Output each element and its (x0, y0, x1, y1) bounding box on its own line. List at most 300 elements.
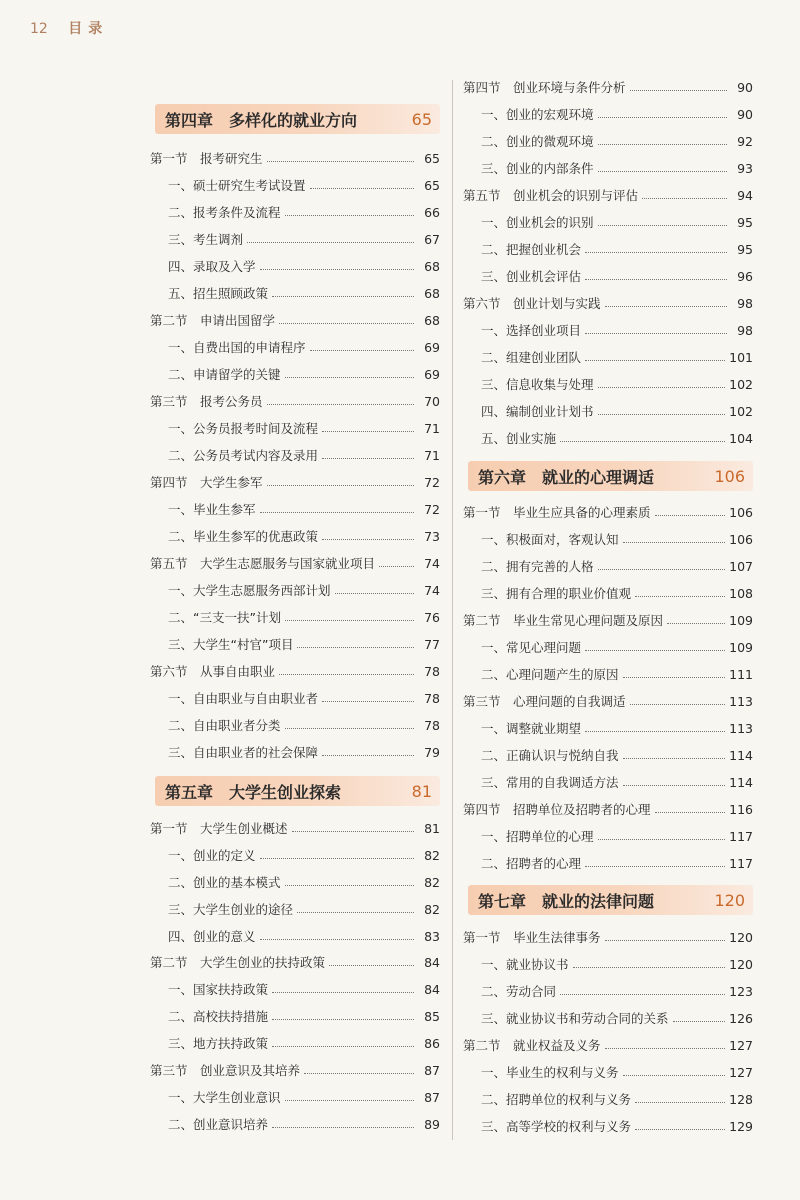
entry-title: 二、“三支一扶”计划 (168, 610, 281, 625)
entry-page-number: 84 (424, 954, 440, 970)
entry-page-number: 89 (424, 1116, 440, 1132)
toc-subsection-entry (150, 525, 440, 547)
entry-title: 三、地方扶持政策 (168, 1036, 269, 1051)
chapter-heading (468, 885, 753, 915)
toc-subsection-entry (463, 319, 753, 341)
toc-subsection-entry (150, 363, 440, 385)
toc-subsection-entry (463, 265, 753, 287)
toc-subsection-entry (463, 346, 753, 368)
chapter-page-number: 65 (411, 109, 432, 129)
entry-title: 三、大学生创业的途径 (168, 902, 294, 917)
entry-title: 二、组建创业团队 (481, 350, 582, 365)
entry-page-number: 74 (424, 555, 440, 571)
dot-leader (598, 225, 727, 226)
entry-title: 一、创业的宏观环境 (481, 107, 594, 122)
toc-subsection-entry (150, 978, 440, 1000)
entry-page-number: 87 (424, 1089, 440, 1105)
column-divider (452, 80, 453, 1140)
dot-leader (605, 1048, 726, 1049)
toc-subsection-entry (150, 579, 440, 601)
entry-title: 三、就业协议书和劳动合同的关系 (481, 1011, 669, 1026)
toc-section-entry (463, 926, 753, 948)
entry-title: 三、考生调剂 (168, 232, 244, 247)
dot-leader (267, 404, 414, 405)
dot-leader (598, 839, 726, 840)
dot-leader (267, 485, 414, 486)
entry-page-number: 129 (729, 1118, 753, 1134)
entry-title: 一、创业的定义 (168, 848, 256, 863)
entry-page-number: 78 (424, 690, 440, 706)
toc-subsection-entry (463, 1115, 753, 1137)
entry-page-number: 101 (729, 349, 753, 365)
entry-title: 一、常见心理问题 (481, 640, 582, 655)
dot-leader (322, 431, 414, 432)
entry-title: 第三节 报考公务员 (150, 394, 263, 409)
toc-subsection-entry (150, 898, 440, 920)
entry-page-number: 106 (729, 531, 753, 547)
entry-title: 第四节 创业环境与条件分析 (463, 80, 626, 95)
toc-section-entry (463, 76, 753, 98)
toc-subsection-entry (463, 717, 753, 739)
entry-title: 第四节 招聘单位及招聘者的心理 (463, 802, 651, 817)
toc-subsection-entry (150, 282, 440, 304)
dot-leader (623, 785, 726, 786)
entry-page-number: 65 (424, 150, 440, 166)
toc-subsection-entry (463, 157, 753, 179)
entry-page-number: 85 (424, 1008, 440, 1024)
entry-page-number: 126 (729, 1010, 753, 1026)
entry-page-number: 68 (424, 258, 440, 274)
dot-leader (635, 1129, 725, 1130)
entry-title: 第二节 毕业生常见心理问题及原因 (463, 613, 664, 628)
entry-title: 第六节 从事自由职业 (150, 664, 276, 679)
entry-page-number: 94 (737, 187, 753, 203)
chapter-title: 第四章 多样化的就业方向 (165, 110, 358, 130)
entry-page-number: 73 (424, 528, 440, 544)
dot-leader (285, 728, 414, 729)
toc-subsection-entry (463, 1007, 753, 1029)
dot-leader (379, 566, 414, 567)
dot-leader (322, 458, 414, 459)
toc-subsection-entry (150, 606, 440, 628)
entry-title: 二、自由职业者分类 (168, 718, 281, 733)
dot-leader (585, 279, 727, 280)
entry-page-number: 111 (729, 666, 753, 682)
entry-title: 二、正确认识与悦纳自我 (481, 748, 619, 763)
chapter-page-number: 106 (714, 466, 745, 486)
toc-subsection-entry (463, 103, 753, 125)
entry-title: 二、拥有完善的人格 (481, 559, 594, 574)
dot-leader (605, 940, 726, 941)
entry-title: 一、毕业生参军 (168, 502, 256, 517)
toc-subsection-entry (463, 130, 753, 152)
entry-page-number: 90 (737, 79, 753, 95)
dot-leader (598, 387, 726, 388)
toc-section-entry (150, 817, 440, 839)
toc-subsection-entry (150, 1086, 440, 1108)
entry-title: 二、报考条件及流程 (168, 205, 281, 220)
toc-subsection-entry (463, 825, 753, 847)
toc-subsection-entry (150, 741, 440, 763)
entry-title: 二、毕业生参军的优惠政策 (168, 529, 319, 544)
toc-subsection-entry (150, 925, 440, 947)
dot-leader (655, 812, 726, 813)
toc-section-entry (463, 798, 753, 820)
dot-leader (322, 539, 414, 540)
entry-title: 第六节 创业计划与实践 (463, 296, 601, 311)
toc-subsection-entry (150, 687, 440, 709)
entry-page-number: 70 (424, 393, 440, 409)
entry-title: 第四节 大学生参军 (150, 475, 263, 490)
dot-leader (285, 377, 414, 378)
entry-title: 一、硕士研究生考试设置 (168, 178, 306, 193)
entry-page-number: 102 (729, 376, 753, 392)
dot-leader (573, 967, 726, 968)
entry-page-number: 67 (424, 231, 440, 247)
dot-leader (267, 161, 414, 162)
toc-subsection-entry (463, 636, 753, 658)
entry-title: 第一节 毕业生应具备的心理素质 (463, 505, 651, 520)
dot-leader (247, 242, 414, 243)
dot-leader (667, 623, 725, 624)
toc-subsection-entry (150, 714, 440, 736)
entry-page-number: 120 (729, 929, 753, 945)
entry-title: 第五节 大学生志愿服务与国家就业项目 (150, 556, 376, 571)
chapter-heading (155, 104, 440, 134)
entry-title: 一、就业协议书 (481, 957, 569, 972)
entry-page-number: 68 (424, 312, 440, 328)
entry-title: 三、拥有合理的职业价值观 (481, 586, 632, 601)
entry-title: 第一节 大学生创业概述 (150, 821, 288, 836)
entry-page-number: 69 (424, 366, 440, 382)
entry-page-number: 77 (424, 636, 440, 652)
toc-subsection-entry (150, 417, 440, 439)
chapter-page-number: 81 (411, 781, 432, 801)
toc-subsection-entry (150, 228, 440, 250)
entry-page-number: 109 (729, 612, 753, 628)
entry-title: 五、创业实施 (481, 431, 557, 446)
entry-page-number: 78 (424, 663, 440, 679)
toc-section-entry (150, 552, 440, 574)
toc-subsection-entry (463, 427, 753, 449)
entry-title: 一、调整就业期望 (481, 721, 582, 736)
dot-leader (260, 269, 414, 270)
entry-title: 二、申请留学的关键 (168, 367, 281, 382)
toc-section-entry (150, 660, 440, 682)
entry-title: 第一节 毕业生法律事务 (463, 930, 601, 945)
dot-leader (605, 306, 727, 307)
toc-subsection-entry (463, 555, 753, 577)
dot-leader (297, 912, 414, 913)
entry-page-number: 114 (729, 747, 753, 763)
entry-title: 二、创业的基本模式 (168, 875, 281, 890)
entry-page-number: 82 (424, 901, 440, 917)
entry-page-number: 102 (729, 403, 753, 419)
entry-page-number: 92 (737, 133, 753, 149)
entry-title: 一、招聘单位的心理 (481, 829, 594, 844)
entry-title: 四、创业的意义 (168, 929, 256, 944)
dot-leader (292, 831, 414, 832)
entry-page-number: 95 (737, 241, 753, 257)
entry-page-number: 74 (424, 582, 440, 598)
dot-leader (285, 620, 414, 621)
dot-leader (560, 441, 725, 442)
toc-subsection-entry (463, 953, 753, 975)
toc-section-entry (463, 292, 753, 314)
dot-leader (304, 1073, 414, 1074)
entry-page-number: 90 (737, 106, 753, 122)
entry-title: 第二节 申请出国留学 (150, 313, 276, 328)
entry-title: 三、常用的自我调适方法 (481, 775, 619, 790)
entry-page-number: 98 (737, 295, 753, 311)
entry-page-number: 71 (424, 420, 440, 436)
entry-page-number: 120 (729, 956, 753, 972)
entry-title: 第一节 报考研究生 (150, 151, 263, 166)
entry-title: 一、创业机会的识别 (481, 215, 594, 230)
entry-page-number: 93 (737, 160, 753, 176)
dot-leader (623, 542, 726, 543)
entry-title: 五、招生照顾政策 (168, 286, 269, 301)
entry-title: 一、大学生创业意识 (168, 1090, 281, 1105)
chapter-page-number: 120 (714, 890, 745, 910)
toc-subsection-entry (150, 1005, 440, 1027)
dot-leader (623, 1075, 726, 1076)
entry-page-number: 82 (424, 847, 440, 863)
dot-leader (329, 965, 414, 966)
entry-page-number: 96 (737, 268, 753, 284)
page-title: 目录 (68, 21, 109, 37)
entry-title: 二、公务员考试内容及录用 (168, 448, 319, 463)
toc-subsection-entry (463, 744, 753, 766)
dot-leader (598, 144, 727, 145)
toc-subsection-entry (463, 980, 753, 1002)
entry-title: 一、公务员报考时间及流程 (168, 421, 319, 436)
entry-page-number: 82 (424, 874, 440, 890)
entry-title: 一、大学生志愿服务西部计划 (168, 583, 331, 598)
entry-page-number: 114 (729, 774, 753, 790)
toc-subsection-entry (463, 582, 753, 604)
page-number: 12 (30, 21, 48, 37)
toc-subsection-entry (150, 1113, 440, 1135)
toc-subsection-entry (463, 1061, 753, 1083)
dot-leader (279, 674, 414, 675)
entry-page-number: 84 (424, 981, 440, 997)
toc-section-entry (150, 309, 440, 331)
dot-leader (623, 758, 726, 759)
entry-page-number: 83 (424, 928, 440, 944)
entry-page-number: 76 (424, 609, 440, 625)
dot-leader (279, 323, 414, 324)
entry-page-number: 109 (729, 639, 753, 655)
toc-subsection-entry (150, 201, 440, 223)
dot-leader (642, 198, 727, 199)
dot-leader (297, 647, 414, 648)
entry-title: 三、创业机会评估 (481, 269, 582, 284)
entry-page-number: 72 (424, 474, 440, 490)
entry-title: 一、自由职业与自由职业者 (168, 691, 319, 706)
dot-leader (322, 701, 414, 702)
toc-section-entry (150, 147, 440, 169)
entry-page-number: 104 (729, 430, 753, 446)
dot-leader (655, 515, 726, 516)
toc-subsection-entry (150, 871, 440, 893)
toc-subsection-entry (463, 238, 753, 260)
dot-leader (560, 994, 725, 995)
toc-subsection-entry (150, 174, 440, 196)
chapter-title: 第七章 就业的法律问题 (478, 891, 655, 911)
entry-title: 四、录取及入学 (168, 259, 256, 274)
dot-leader (630, 90, 727, 91)
chapter-title: 第五章 大学生创业探索 (165, 782, 342, 802)
toc-subsection-entry (463, 400, 753, 422)
dot-leader (585, 866, 725, 867)
dot-leader (310, 188, 414, 189)
entry-title: 三、信息收集与处理 (481, 377, 594, 392)
toc-subsection-entry (463, 528, 753, 550)
chapter-title: 第六章 就业的心理调适 (478, 467, 655, 487)
toc-section-entry (150, 951, 440, 973)
toc-section-entry (463, 184, 753, 206)
entry-title: 一、国家扶持政策 (168, 982, 269, 997)
entry-page-number: 113 (729, 720, 753, 736)
toc-subsection-entry (150, 633, 440, 655)
dot-leader (673, 1021, 726, 1022)
dot-leader (630, 704, 726, 705)
entry-title: 第二节 大学生创业的扶持政策 (150, 955, 326, 970)
toc-subsection-entry (150, 498, 440, 520)
dot-leader (260, 858, 414, 859)
entry-title: 二、招聘者的心理 (481, 856, 582, 871)
toc-subsection-entry (150, 444, 440, 466)
dot-leader (598, 117, 727, 118)
chapter-heading (155, 776, 440, 806)
entry-page-number: 72 (424, 501, 440, 517)
entry-title: 二、高校扶持措施 (168, 1009, 269, 1024)
entry-title: 第五节 创业机会的识别与评估 (463, 188, 639, 203)
entry-title: 二、招聘单位的权利与义务 (481, 1092, 632, 1107)
dot-leader (585, 333, 727, 334)
toc-subsection-entry (463, 663, 753, 685)
dot-leader (272, 1046, 414, 1047)
entry-page-number: 127 (729, 1064, 753, 1080)
dot-leader (272, 1127, 414, 1128)
entry-title: 二、劳动合同 (481, 984, 557, 999)
dot-leader (598, 569, 726, 570)
toc-subsection-entry (463, 852, 753, 874)
toc-section-entry (463, 690, 753, 712)
entry-page-number: 71 (424, 447, 440, 463)
dot-leader (272, 992, 414, 993)
toc-subsection-entry (150, 255, 440, 277)
toc-section-entry (150, 471, 440, 493)
entry-title: 二、心理问题产生的原因 (481, 667, 619, 682)
entry-page-number: 116 (729, 801, 753, 817)
dot-leader (623, 677, 726, 678)
entry-page-number: 117 (729, 855, 753, 871)
entry-title: 第三节 心理问题的自我调适 (463, 694, 626, 709)
dot-leader (260, 939, 414, 940)
dot-leader (260, 512, 414, 513)
entry-page-number: 117 (729, 828, 753, 844)
dot-leader (598, 171, 727, 172)
entry-title: 四、编制创业计划书 (481, 404, 594, 419)
dot-leader (585, 360, 725, 361)
entry-page-number: 86 (424, 1035, 440, 1051)
entry-title: 二、创业意识培养 (168, 1117, 269, 1132)
entry-page-number: 69 (424, 339, 440, 355)
dot-leader (635, 596, 725, 597)
entry-title: 一、选择创业项目 (481, 323, 582, 338)
entry-page-number: 127 (729, 1037, 753, 1053)
entry-title: 一、毕业生的权利与义务 (481, 1065, 619, 1080)
dot-leader (272, 1019, 414, 1020)
entry-page-number: 78 (424, 717, 440, 733)
toc-subsection-entry (463, 211, 753, 233)
entry-page-number: 79 (424, 744, 440, 760)
toc-subsection-entry (463, 771, 753, 793)
dot-leader (310, 350, 414, 351)
entry-title: 三、高等学校的权利与义务 (481, 1119, 632, 1134)
dot-leader (585, 650, 725, 651)
entry-page-number: 128 (729, 1091, 753, 1107)
dot-leader (272, 296, 414, 297)
entry-page-number: 98 (737, 322, 753, 338)
entry-page-number: 106 (729, 504, 753, 520)
dot-leader (598, 414, 726, 415)
entry-title: 二、创业的微观环境 (481, 134, 594, 149)
entry-title: 一、积极面对，客观认知 (481, 532, 619, 547)
entry-page-number: 65 (424, 177, 440, 193)
entry-page-number: 95 (737, 214, 753, 230)
entry-title: 二、把握创业机会 (481, 242, 582, 257)
dot-leader (635, 1102, 725, 1103)
dot-leader (335, 593, 414, 594)
entry-title: 三、自由职业者的社会保障 (168, 745, 319, 760)
entry-page-number: 66 (424, 204, 440, 220)
entry-page-number: 108 (729, 585, 753, 601)
toc-section-entry (150, 1059, 440, 1081)
toc-subsection-entry (463, 373, 753, 395)
entry-page-number: 81 (424, 820, 440, 836)
entry-title: 三、大学生“村官”项目 (168, 637, 294, 652)
dot-leader (285, 885, 414, 886)
page-header (30, 18, 108, 38)
toc-subsection-entry (150, 844, 440, 866)
chapter-heading (468, 461, 753, 491)
toc-section-entry (150, 390, 440, 412)
toc-section-entry (463, 609, 753, 631)
entry-page-number: 68 (424, 285, 440, 301)
entry-page-number: 123 (729, 983, 753, 999)
entry-page-number: 113 (729, 693, 753, 709)
entry-title: 第三节 创业意识及其培养 (150, 1063, 301, 1078)
toc-section-entry (463, 1034, 753, 1056)
dot-leader (585, 731, 725, 732)
dot-leader (322, 755, 414, 756)
entry-page-number: 107 (729, 558, 753, 574)
toc-subsection-entry (463, 1088, 753, 1110)
toc-subsection-entry (150, 336, 440, 358)
entry-title: 一、自费出国的申请程序 (168, 340, 306, 355)
entry-title: 第二节 就业权益及义务 (463, 1038, 601, 1053)
dot-leader (285, 215, 414, 216)
dot-leader (285, 1100, 414, 1101)
toc-subsection-entry (150, 1032, 440, 1054)
entry-page-number: 87 (424, 1062, 440, 1078)
dot-leader (585, 252, 727, 253)
toc-section-entry (463, 501, 753, 523)
entry-title: 三、创业的内部条件 (481, 161, 594, 176)
